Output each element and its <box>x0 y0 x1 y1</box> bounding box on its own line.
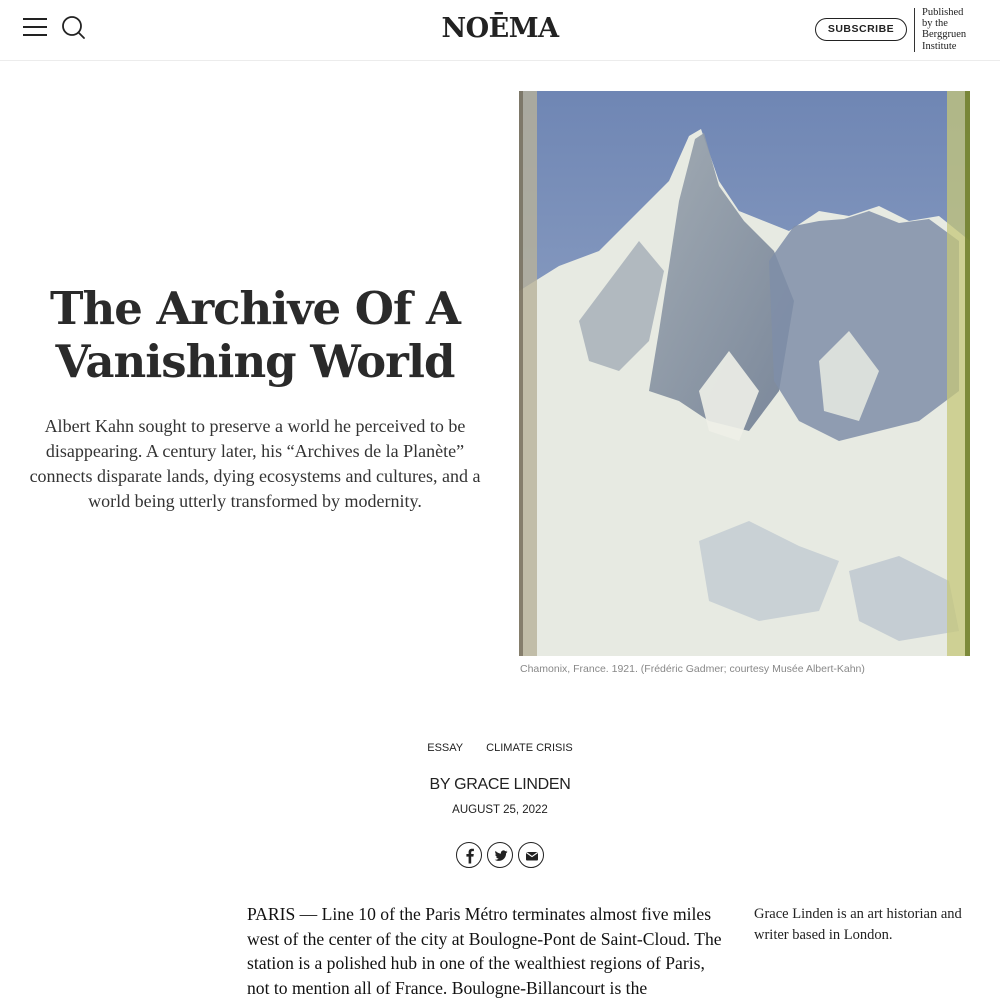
share-buttons <box>456 842 546 868</box>
publisher-line: Published <box>922 7 964 18</box>
tag-climate-crisis[interactable]: CLIMATE CRISIS <box>486 742 573 754</box>
publisher-credit[interactable] <box>922 7 966 52</box>
article-title: The Archive Of A Vanishing World <box>50 282 460 388</box>
article-tags <box>0 742 1000 754</box>
site-header <box>0 0 1000 61</box>
email-icon[interactable] <box>518 842 544 868</box>
byline <box>0 776 1000 794</box>
publish-date: AUGUST 25, 2022 <box>452 804 548 816</box>
author-bio: Grace Linden is an art historian and writer based in London. <box>754 906 962 943</box>
publisher-line: Berggruen <box>922 29 967 41</box>
subscribe-button[interactable]: SUBSCRIBE <box>815 18 907 41</box>
publisher-line: by the <box>922 18 948 30</box>
facebook-icon[interactable] <box>456 842 482 868</box>
twitter-icon[interactable] <box>487 842 513 868</box>
article-body <box>247 902 727 1000</box>
byline-prefix: BY <box>429 776 450 793</box>
article-dek: Albert Kahn sought to preserve a world he perceived to be disappearing. A century later, his “Archives de la Planète” connects disparate lands, dying ecosystems and cultures, and a world being utterly transformed by modernity. <box>29 416 481 511</box>
tag-essay[interactable]: ESSAY <box>427 742 464 754</box>
hero-image <box>519 91 970 656</box>
header-divider <box>914 8 915 52</box>
publisher-line: Institute <box>922 40 957 52</box>
author-link[interactable]: GRACE LINDEN <box>454 776 571 793</box>
article-paragraph: PARIS — Line 10 of the Paris Métro terminates almost five miles west of the center of the city at Boulogne-Pont de Saint-Cloud. The station is a polished hub in one of the wealthiest regions of Paris, not to mention all of France. Boulogne-Billancourt is the <box>247 904 722 998</box>
image-caption: Chamonix, France. 1921. (Frédéric Gadmer; courtesy Musée Albert-Kahn) <box>520 663 865 675</box>
site-logo[interactable]: NOĒMA <box>441 13 559 44</box>
